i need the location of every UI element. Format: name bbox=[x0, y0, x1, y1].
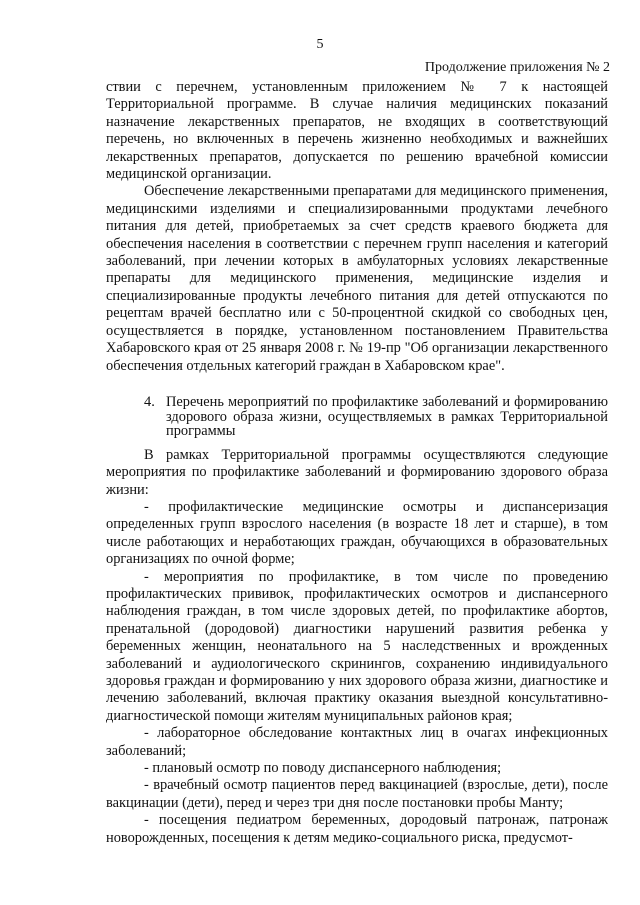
section-4-number: 4. bbox=[144, 393, 155, 410]
list-item-lab-examination: - лабораторное обследование контактных лиц в очагах инфекционных заболеваний; bbox=[106, 725, 608, 759]
list-item-pediatric-visits: - посещения педиатром беременных, дородовый патронаж, патронаж новорожденных, посещения к детям медико-социального риска, предусмот- bbox=[106, 812, 608, 846]
document-body bbox=[106, 79, 608, 847]
page-number: 5 bbox=[316, 37, 324, 52]
section-spacer bbox=[106, 375, 608, 395]
list-item-medical-exams: - профилактические медицинские осмотры и диспансеризация определенных групп взрослого населения (в возрасте 18 лет и старше), в том числе работающих и неработающих граждан, обучающихся в образовательных организациях по очной форме; bbox=[106, 498, 608, 568]
section-4-heading bbox=[144, 395, 608, 439]
paragraph-prevention-intro: В рамках Территориальной программы осуществляются следующие мероприятия по профилактике заболеваний и формированию здорового образа жизни: bbox=[106, 446, 608, 498]
paragraph-continuation: ствии с перечнем, установленным приложением № 7 к настоящей Территориальной программе. В случае наличия медицинских показаний назначение лекарственных препаратов, не входящих в соответствующий перечень, но включенных в перечень жизненно необходимых и важнейших лекарственных препаратов, допускается по решению врачебной комиссии медицинской организации. bbox=[106, 79, 608, 183]
list-item-vaccination-exam: - врачебный осмотр пациентов перед вакцинацией (взрослые, дети), после вакцинации (дети), перед и через три дня после постановки пробы Манту; bbox=[106, 777, 608, 811]
section-4-title: Перечень мероприятий по профилактике заболеваний и формированию здорового образа жизни, осуществляемых в рамках Территориальной программы bbox=[166, 393, 608, 440]
list-item-planned-exam: - плановый осмотр по поводу диспансерного наблюдения; bbox=[144, 760, 502, 776]
appendix-continuation-note: Продолжение приложения № 2 bbox=[424, 60, 610, 75]
paragraph-drug-provision: Обеспечение лекарственными препаратами для медицинского применения, медицинскими изделиями и специализированными продуктами лечебного питания для детей, приобретаемых за счет средств краевого бюджета для обеспечения населения в соответствии с перечнем групп населения и категорий заболеваний, при лечении которых в амбулаторных условиях лекарственные препараты для медицинского применения, медицинские изделия и специализированные продукты лечебного питания для детей отпускаются по рецептам врачей бесплатно или с 50-процентной скидкой со свободных цен, осуществляется в порядке, установленном постановлением Правительства Хабаровского края от 25 января 2008 г. № 19-пр "Об организации лекарственного обеспечения отдельных категорий граждан в Хабаровском крае". bbox=[106, 183, 608, 374]
list-item-prevention-measures: - мероприятия по профилактике, в том числе по проведению профилактических прививок, профилактических осмотров и диспансерного наблюдения граждан, в том числе здоровых детей, по профилактике абортов, пренатальной (дородовой) диагностики нарушений развития ребенка у беременных женщин, неонатального на 5 наследственных и врожденных заболеваний и аудиологического скринингов, сохранению индивидуального здоровья граждан и формированию у них здорового образа жизни, диагностике и лечению заболеваний, включая практику оказания выездной консультативно-диагностической помощи жителям муниципальных районов края; bbox=[106, 568, 608, 724]
